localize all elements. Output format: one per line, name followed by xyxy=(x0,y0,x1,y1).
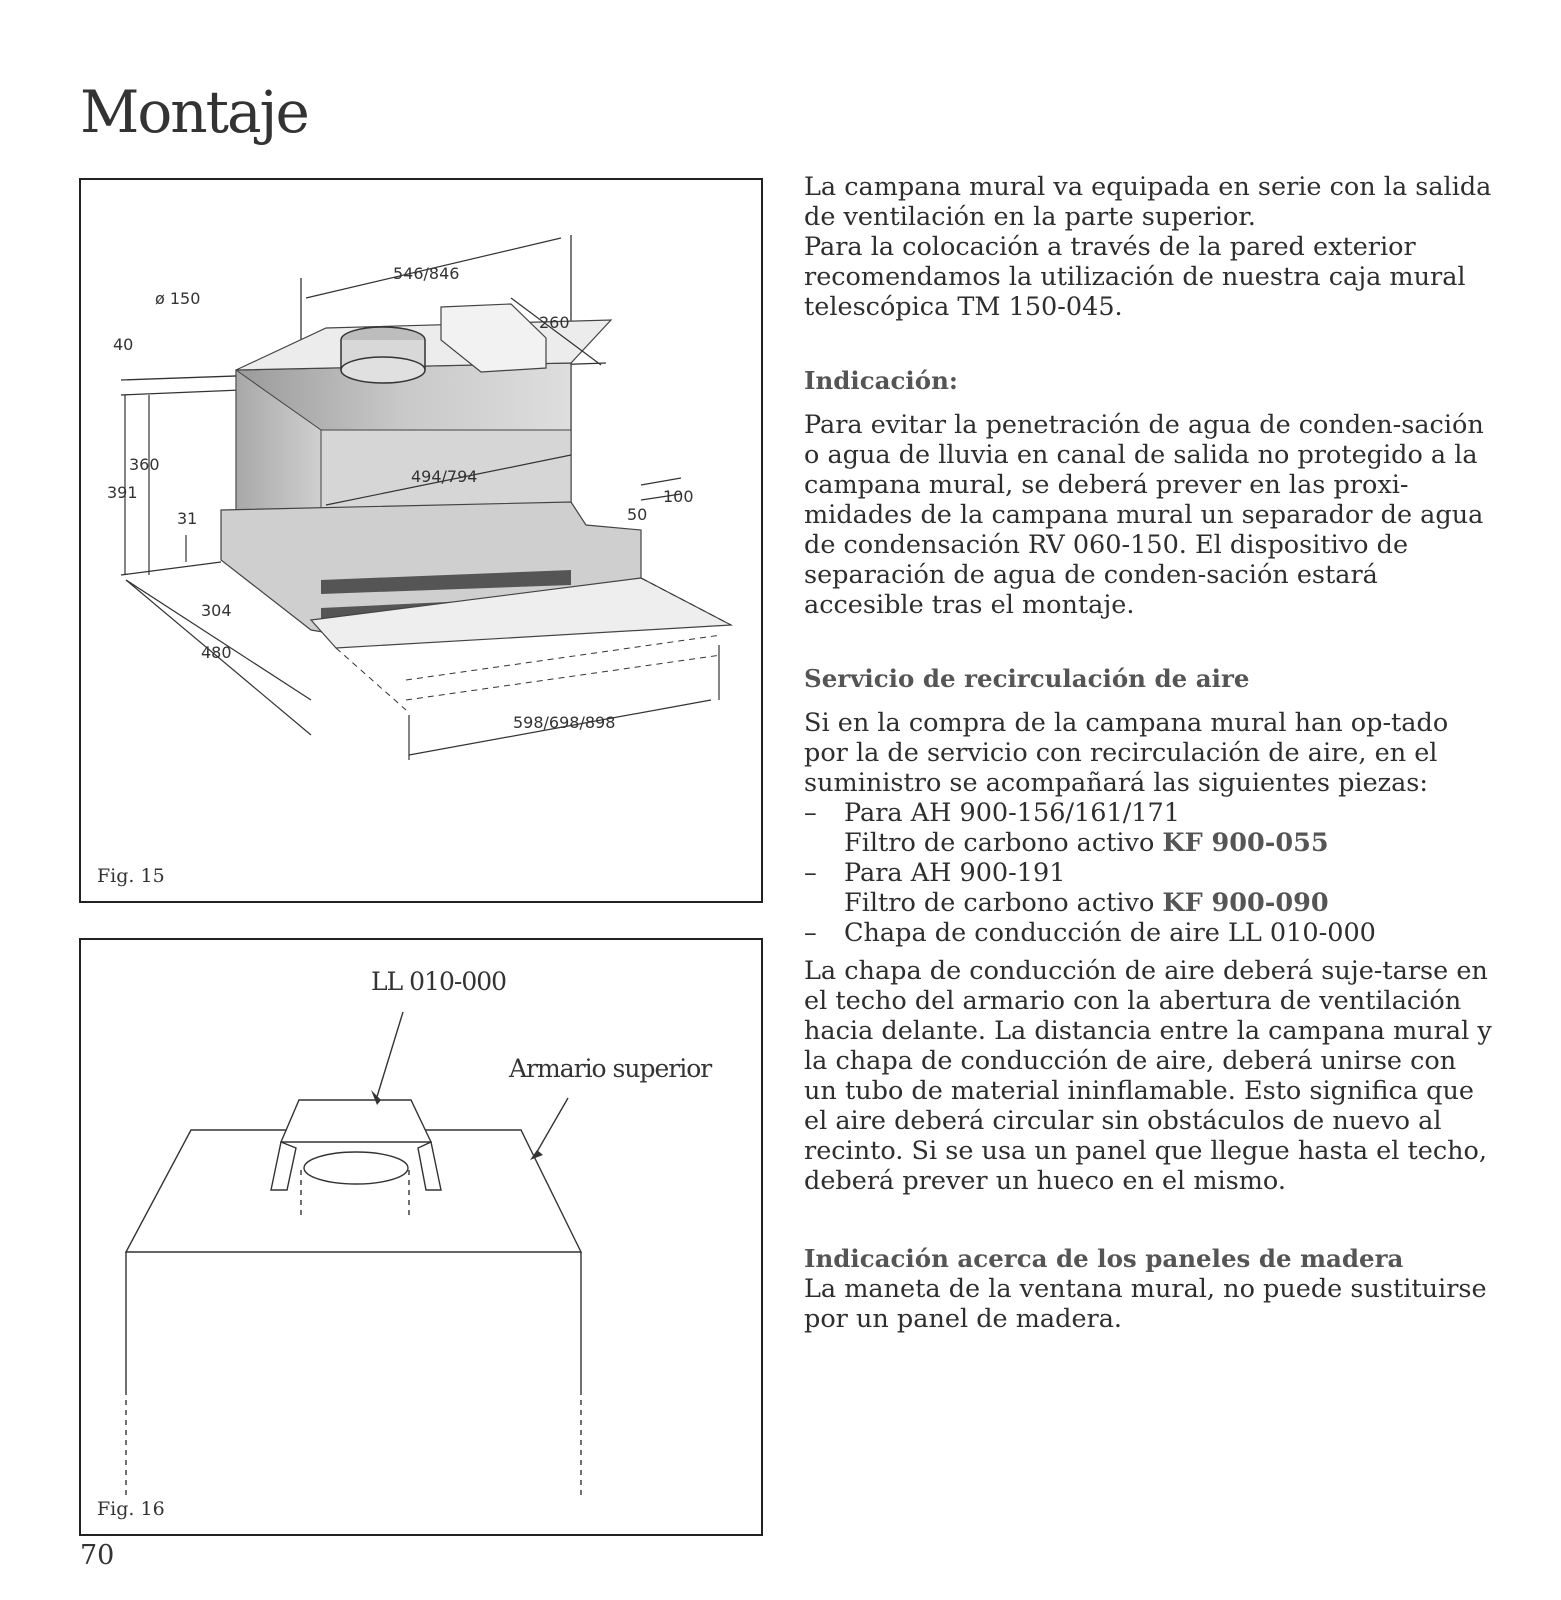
text-column xyxy=(804,172,1494,1334)
wood-panel-heading: Indicación acerca de los paneles de madera xyxy=(804,1244,1404,1273)
air-guide-paragraph: La chapa de conducción de aire deberá suje-tarse en el techo del armario con la abertura de ventilación hacia delante. La distancia entre la campana mural y la chapa de conducción de aire, deberá unirse con un tubo de material ininflamable. Esto significa que el aire deberá circular sin obstáculos de nuevo al recinto. Si se usa un panel que llegue hasta el techo, deberá prever un hueco en el mismo. xyxy=(804,956,1492,1196)
hood-dimension-drawing xyxy=(81,180,761,901)
dim-width-top: 546/846 xyxy=(393,264,460,283)
note-paragraph: Para evitar la penetración de agua de conden-sación o agua de lluvia en canal de salida no protegido a la campana mural, se deberá prever en las proxi-midades de la campana mural un separador de agua de condensación RV 060-150. El dispositivo de separación de agua de conden-sación estará accesible tras el montaje. xyxy=(804,410,1484,620)
wood-panel-paragraph: La maneta de la ventana mural, no puede sustituirse por un panel de madera. xyxy=(804,1274,1487,1334)
figure-16 xyxy=(79,938,763,1536)
intro-paragraph-2: Para la colocación a través de la pared exterior recomendamos la utilización de nuestra caja mural telescópica TM 150-045. xyxy=(804,232,1466,322)
recirculation-paragraph: Si en la compra de la campana mural han op-tado por la de servicio con recirculación de aire, en el suministro se acompañará las siguientes piezas: xyxy=(804,708,1449,798)
parts-list xyxy=(804,798,1494,948)
dim-depth-top: 260 xyxy=(539,313,570,332)
figure-caption: Fig. 16 xyxy=(97,1498,165,1520)
dim-100: 100 xyxy=(663,487,694,506)
page-number: 70 xyxy=(80,1540,115,1571)
dim-width-inner: 494/794 xyxy=(411,467,478,486)
dim-391: 391 xyxy=(107,483,138,502)
air-guide-plate xyxy=(281,1100,431,1142)
recirculation-heading: Servicio de recirculación de aire xyxy=(804,664,1250,693)
dim-diameter: ø 150 xyxy=(155,289,201,308)
dim-360: 360 xyxy=(129,455,160,474)
intro-paragraph: La campana mural va equipada en serie con la salida de ventilación en la parte superior. xyxy=(804,172,1492,232)
label-upper-cabinet: Armario superior xyxy=(509,1054,712,1083)
cabinet-drawing xyxy=(81,940,761,1534)
dim-width-total: 598/698/898 xyxy=(513,713,616,732)
figure-caption: Fig. 15 xyxy=(97,865,165,887)
list-item: – Para AH 900-156/161/171 Filtro de carbono activo KF 900-055 xyxy=(804,798,1329,858)
filter-code: KF 900-055 xyxy=(1162,828,1329,858)
list-item: – Chapa de conducción de aire LL 010-000 xyxy=(804,918,1376,948)
dim-31: 31 xyxy=(177,509,198,528)
filter-code: KF 900-090 xyxy=(1162,888,1329,918)
page-title: Montaje xyxy=(80,78,308,146)
cabinet-top xyxy=(126,1130,581,1252)
dim-304: 304 xyxy=(201,601,232,620)
label-air-guide: LL 010-000 xyxy=(371,967,507,996)
list-item: – Para AH 900-191 Filtro de carbono activo KF 900-090 xyxy=(804,858,1329,918)
figure-15 xyxy=(79,178,763,903)
dim-50: 50 xyxy=(627,505,648,524)
note-heading: Indicación: xyxy=(804,366,958,395)
dim-480: 480 xyxy=(201,643,232,662)
dim-40: 40 xyxy=(113,335,134,354)
